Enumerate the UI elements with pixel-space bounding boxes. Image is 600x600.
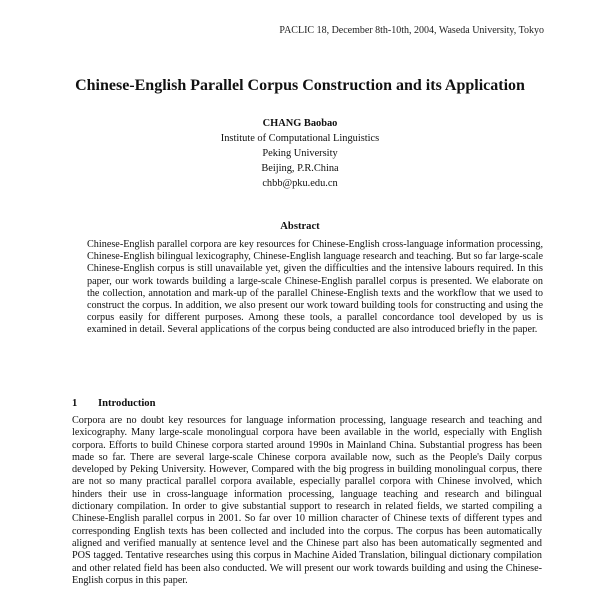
section-number: 1 <box>72 398 78 409</box>
author-university: Peking University <box>262 148 338 159</box>
author-institute: Institute of Computational Linguistics <box>220 133 380 144</box>
author-block <box>0 116 600 191</box>
author-city: Beijing, P.R.China <box>261 163 339 174</box>
running-header: PACLIC 18, December 8th-10th, 2004, Waseda University, Tokyo <box>279 25 544 36</box>
section-title: Introduction <box>98 398 156 409</box>
author-name: CHANG Baobao <box>262 118 338 129</box>
abstract-text: Chinese-English parallel corpora are key resources for Chinese-English cross-language information processing, Chinese-English bilingual lexicography, Chinese-English language research and teaching. But so far large-scale Chinese-English corpus is still unavailable yet, given the difficulties and the intensive labours required. In this paper, our work towards building a large-scale Chinese-English parallel corpus is presented. We elaborate on the collection, annotation and mark-up of the parallel Chinese-English texts and the workflow that we used to construct the corpus. In addition, we also present our work toward building tools for constructing and using the corpus easily for different purposes. Among these tools, a parallel concordance tool developed by us is examined in detail. Several applications of the corpus being conducted are also introduced briefly in the paper. <box>87 239 543 336</box>
section-heading-introduction <box>72 398 156 409</box>
paper-title: Chinese-English Parallel Corpus Construction and its Application <box>75 77 525 94</box>
introduction-text: Corpora are no doubt key resources for language information processing, language research and teaching and lexicography. Many large-scale monolingual corpora have been available in the world, especially with English corpora. Efforts to build Chinese corpora started around 1990s in Mainland China. Substantial progress has been made so far. There are several large-scale Chinese corpora available now, such as the People's Daily corpus developed by Peking University. However, Compared with the big progress in building monolingual corpus, there are not so many practical parallel corpora available, especially parallel corpora with Chinese involved, which hinders their use in cross-language information processing, language teaching and research and bilingual dictionary compilation. In order to give substantial support to research in related fields, we started compiling a Chinese-English parallel corpus in 2001. So far over 10 million character of Chinese texts of different types and corresponding English texts has been collected and included into the corpus. The corpus has been automatically aligned and verified manually at sentence level and the Chinese part also has been automatically segmented and POS tagged. Tentative researches using this corpus in Machine Aided Translation, bilingual dictionary compilation and other related field has been also conducted. We will present our work towards building and using the Chinese-English corpus in this paper. <box>72 415 542 586</box>
author-email: chbb@pku.edu.cn <box>262 178 338 189</box>
abstract-heading: Abstract <box>280 221 320 232</box>
